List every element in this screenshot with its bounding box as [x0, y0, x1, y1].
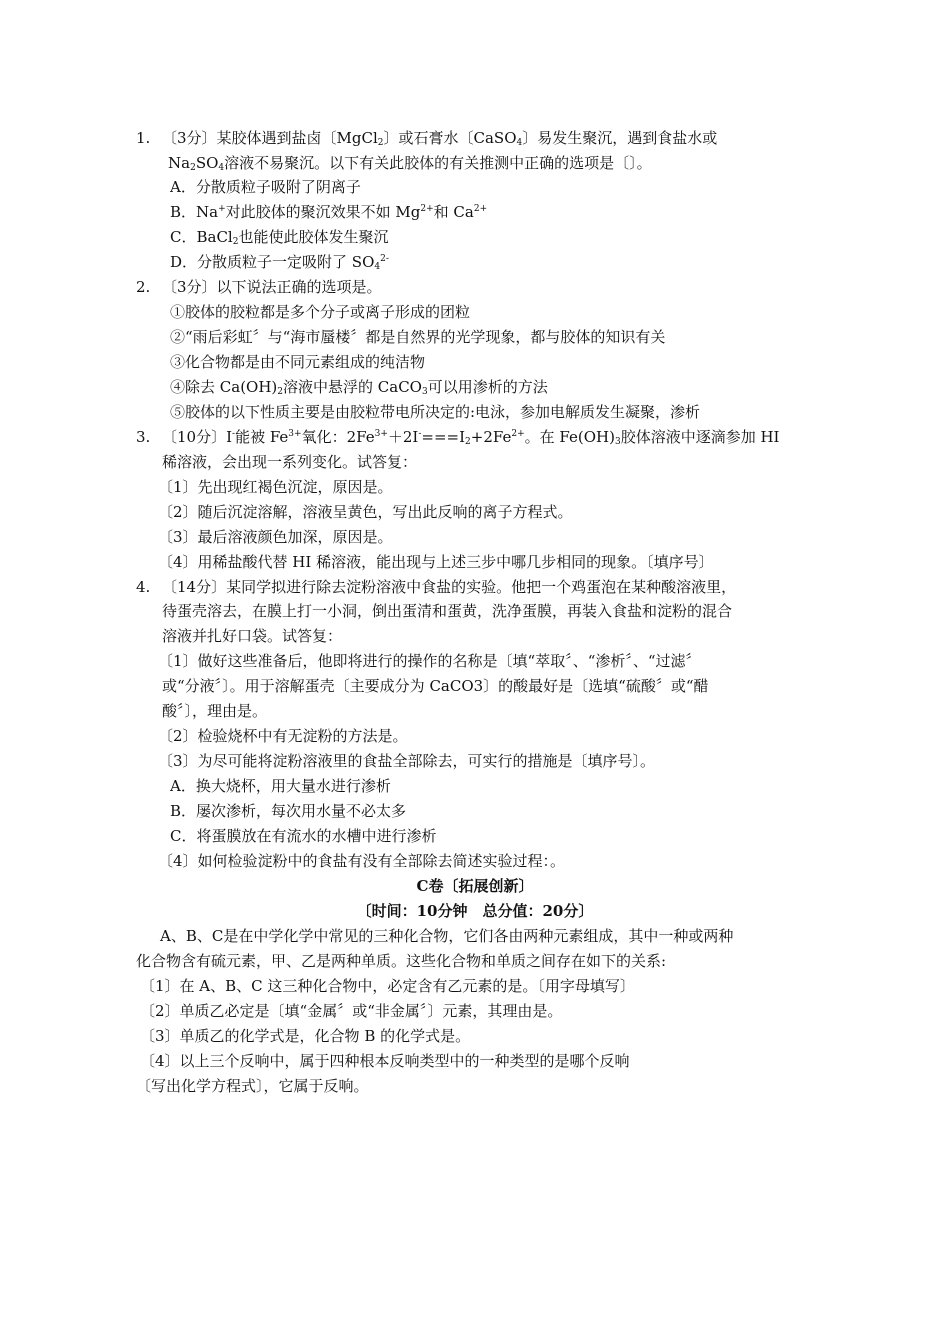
section-c-intro-line1: A、B、C是在中学化学中常见的三种化合物，它们各由两种元素组成，其中一种或两种 — [160, 927, 734, 945]
q4-option-c: C．将蛋膜放在有流水的水槽中进行渗析 — [170, 827, 437, 845]
q3-number: 3. — [136, 428, 151, 446]
q3-part-4: 〔4〕用稀盐酸代替 HI 稀溶液，能出现与上述三步中哪几步相同的现象。〔填序号〕 — [158, 553, 714, 571]
q1-stem-line1: 〔3分〕某胶体遇到盐卤〔MgCl$_2$〕或石膏水〔CaSO$_4$〕易发生聚沉，遇到食盐水或 — [162, 129, 718, 148]
q2-statement-4: ④除去 $Ca(OH)_2$溶液中悬浮的 CaCO$_3$可以用渗析的方法 — [170, 378, 548, 397]
q4-part-1-line2: 或“分液〞〕。用于溶解蛋壳〔主要成分为 CaCO3〕的酸最好是〔选填“硫酸〞或“醋 — [162, 677, 709, 695]
q1-option-b: B．Na+对此胶体的聚沉效果不如 $Mg^{2+}$和 $Ca^{2+}$ — [170, 203, 488, 221]
section-c-part-2: 〔2〕单质乙必定是〔填“金属〞或“非金属〞〕元素，其理由是。 — [140, 1002, 563, 1020]
section-c-part-4-line1: 〔4〕以上三个反响中，属于四种根本反响类型中的一种类型的是哪个反响 — [140, 1052, 630, 1070]
q4-part-3: 〔3〕为尽可能将淀粉溶液里的食盐全部除去，可实行的措施是〔填序号〕。 — [158, 752, 656, 770]
q3-stem-line1: 〔10分〕I-能被 $Fe^{3+}$氧化：$2Fe^{3+}+2I^-===I_2+2Fe^{2+}$。在 $Fe(OH)_3$胶体溶液中逐滴参加 HI — [162, 428, 780, 447]
section-c-part-3: 〔3〕单质乙的化学式是，化合物 B 的化学式是。 — [140, 1027, 471, 1045]
q4-stem-line3: 溶液并扎好口袋。试答复： — [162, 627, 343, 645]
q1-stem-line2: $Na_2SO_4$溶液不易聚沉。以下有关此胶体的有关推测中正确的选项是〔〕。 — [168, 154, 652, 173]
q2-stem: 〔3分〕以下说法正确的选项是。 — [162, 278, 382, 296]
q4-part-4: 〔4〕如何检验淀粉中的食盐有没有全部除去简述实验过程：。 — [158, 852, 566, 870]
q1-option-a: A．分散质粒子吸附了阴离子 — [170, 178, 361, 196]
q3-part-2: 〔2〕随后沉淀溶解，溶液呈黄色，写出此反响的离子方程式。 — [158, 503, 573, 521]
q3-part-3: 〔3〕最后溶液颜色加深，原因是。 — [158, 528, 393, 546]
q4-part-2: 〔2〕检验烧杯中有无淀粉的方法是。 — [158, 727, 408, 745]
q4-number: 4. — [136, 578, 151, 596]
q4-stem-line1: 〔14分〕某同学拟进行除去淀粉溶液中食盐的实验。他把一个鸡蛋泡在某种酸溶液里， — [162, 578, 737, 596]
q3-stem-line2: 稀溶液，会出现一系列变化。试答复： — [162, 453, 418, 471]
q3-part-1: 〔1〕先出现红褐色沉淀，原因是。 — [158, 478, 393, 496]
section-c-title: C卷〔拓展创新〕 — [416, 877, 534, 895]
q2-statement-3: ③化合物都是由不同元素组成的纯洁物 — [170, 353, 426, 371]
q1-option-c: C．BaCl$_2$也能使此胶体发生聚沉 — [170, 228, 389, 247]
q2-statement-1: ①胶体的胶粒都是多个分子或离子形成的团粒 — [170, 303, 471, 321]
q2-statement-2: ②“雨后彩虹〞与“海市蜃楼〞都是自然界的光学现象，都与胶体的知识有关 — [170, 328, 666, 346]
section-c-subtitle: 〔时间：10分钟 总分值：20分〕 — [356, 902, 594, 920]
q2-statement-5: ⑤胶体的以下性质主要是由胶粒带电所决定的:电泳，参加电解质发生凝聚，渗析 — [170, 403, 701, 421]
q4-part-1-line1: 〔1〕做好这些准备后，他即将进行的操作的名称是〔填“萃取〞、“渗析〞、“过滤〞 — [158, 652, 701, 670]
q2-number: 2. — [136, 278, 151, 296]
q4-option-a: A．换大烧杯，用大量水进行渗析 — [170, 777, 391, 795]
section-c-intro-line2: 化合物含有硫元素，甲、乙是两种单质。这些化合物和单质之间存在如下的关系: — [136, 952, 667, 970]
q4-option-b: B．屡次渗析，每次用水量不必太多 — [170, 802, 407, 820]
q4-stem-line2: 待蛋壳溶去，在膜上打一小洞，倒出蛋清和蛋黄，洗净蛋膜，再装入食盐和淀粉的混合 — [162, 602, 733, 620]
q1-number: 1. — [136, 129, 151, 147]
q4-part-1-line3: 酸〞〕，理由是。 — [162, 702, 268, 720]
section-c-part-4-line2: 〔写出化学方程式〕，它属于反响。 — [136, 1077, 369, 1095]
q1-option-d: D．分散质粒子一定吸附了 $SO_4^{2-}$ — [170, 253, 389, 272]
section-c-part-1: 〔1〕在 A、B、C 这三种化合物中，必定含有乙元素的是。〔用字母填写〕 — [140, 977, 635, 995]
